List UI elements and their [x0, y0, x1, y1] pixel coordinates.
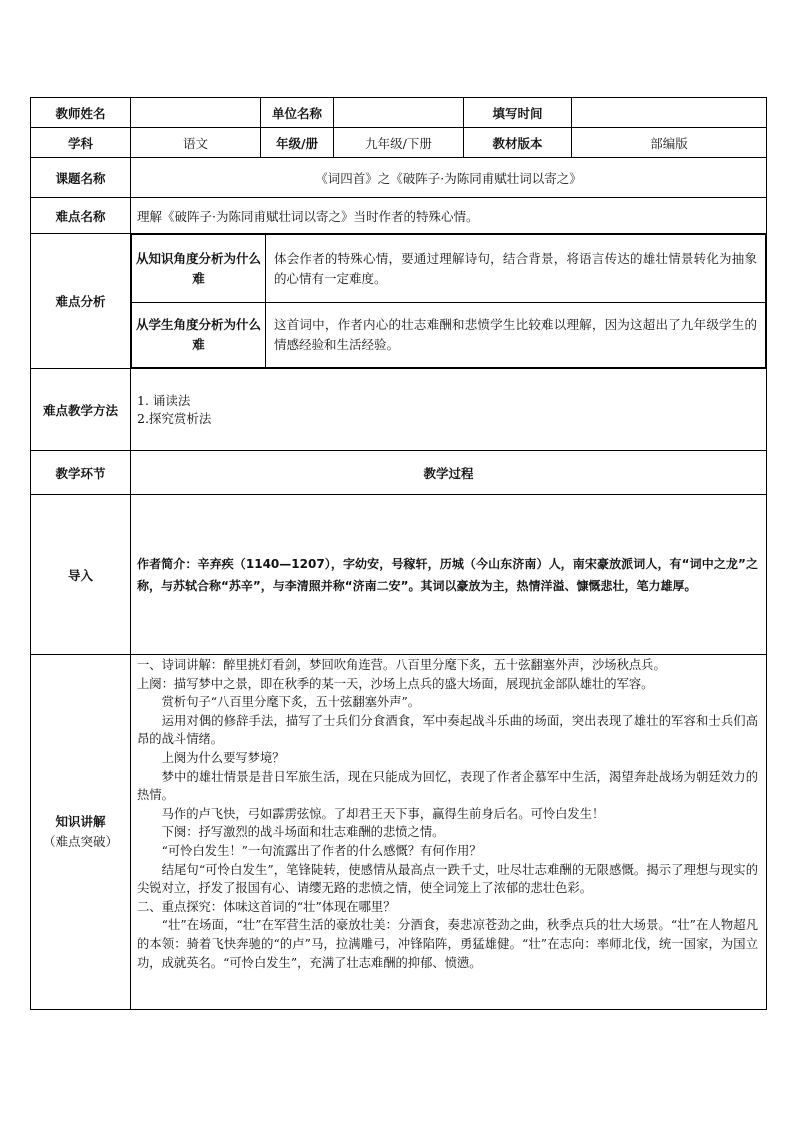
- knowledge-label-line1: 知识讲解: [55, 814, 106, 829]
- paragraph: 二、重点探究：体味这首词的“壮”体现在哪里？: [137, 899, 396, 914]
- lesson-plan-table: [30, 97, 767, 1010]
- paragraph: 上阕为什么要写梦境？: [161, 750, 285, 765]
- unit-name-label: 单位名称: [261, 98, 334, 128]
- methods-label: 难点教学方法: [31, 369, 131, 451]
- edition-label: 教材版本: [464, 128, 572, 158]
- paragraph: 下阕：抒写激烈的战斗场面和壮志难酬的悲愤之情。: [161, 825, 445, 840]
- method-item: 1. 诵读法: [137, 392, 191, 408]
- teacher-name-value: [131, 98, 261, 128]
- paragraph: 一、诗词讲解：醉里挑灯看剑，梦回吹角连营。八百里分麾下炙，五十弦翻塞外声，沙场秋点兵。: [137, 658, 666, 672]
- knowledge-content: [131, 655, 767, 1010]
- paragraph: “壮”在场面，“壮”在军营生活的豪放壮美：分酒食，奏悲凉苍劲之曲，秋季点兵的壮大场景。“壮”在人物超凡的本领：骑着飞快奔驰的“的卢”马，拉满雕弓，冲锋陷阵，勇猛雄健。“壮”在志向：率师北伐，统一国家，为国立功，成就英名。“可怜白发生”，充满了壮志难酬的抑郁、愤懑。: [137, 918, 758, 970]
- knowledge-angle-value: 体会作者的特殊心情，要通过理解诗句，结合背景，将语言传达的雄壮情景转化为抽象的心情有一定难度。: [266, 235, 766, 303]
- analysis-subtable: [131, 234, 766, 368]
- grade-label: 年级/册: [261, 128, 334, 158]
- analysis-label: 难点分析: [31, 234, 131, 369]
- edition-value: 部编版: [572, 128, 767, 158]
- method-item: 2.探究赏析法: [137, 410, 212, 426]
- knowledge-angle-label: 从知识角度分析为什么难: [132, 235, 266, 303]
- difficulty-label: 难点名称: [31, 198, 131, 234]
- difficulty-value: 理解《破阵子·为陈同甫赋壮词以寄之》当时作者的特殊心情。: [131, 198, 767, 234]
- student-angle-label: 从学生角度分析为什么难: [132, 303, 266, 368]
- fill-time-value: [572, 98, 767, 128]
- knowledge-label: [31, 655, 131, 1010]
- stage-header: 教学环节: [31, 451, 131, 495]
- grade-value: 九年级/下册: [334, 128, 464, 158]
- student-angle-value: 这首词中，作者内心的壮志难酬和悲愤学生比较难以理解，因为这超出了九年级学生的情感经验和生活经验。: [266, 303, 766, 368]
- analysis-cell: [131, 234, 767, 369]
- paragraph: 结尾句“可怜白发生”，笔锋陡转，使感情从最高点一跌千丈，吐尽壮志难酬的无限感慨。揭示了理想与现实的尖锐对立，抒发了报国有心、请缨无路的悲愤之情，使全词笼上了浓郁的悲壮色彩。: [137, 862, 758, 896]
- paragraph: 赏析句子“八百里分麾下炙，五十弦翻塞外声”。: [161, 695, 421, 710]
- fill-time-label: 填写时间: [464, 98, 572, 128]
- paragraph: “可怜白发生！”一句流露出了作者的什么感慨？有何作用？: [161, 843, 482, 858]
- unit-name-value: [334, 98, 464, 128]
- intro-text: 作者简介：辛弃疾（1140—1207），字幼安，号稼轩，历城（今山东济南）人，南宋豪放派词人，有“词中之龙”之称，与苏轼合称“苏辛”，与李清照并称“济南二安”。其词以豪放为主，热情洋溢、慷慨悲壮，笔力雄厚。: [131, 495, 767, 655]
- paragraph: 马作的卢飞快，弓如霹雳弦惊。了却君王天下事，赢得生前身后名。可怜白发生！: [161, 806, 605, 821]
- paragraph: 运用对偶的修辞手法，描写了士兵们分食酒食，军中奏起战斗乐曲的场面，突出表现了雄壮的军容和士兵们高昂的战斗情绪。: [137, 713, 758, 747]
- topic-value: 《词四首》之《破阵子·为陈同甫赋壮词以寄之》: [131, 158, 767, 198]
- topic-label: 课题名称: [31, 158, 131, 198]
- paragraph: 梦中的雄壮情景是昔日军旅生活，现在只能成为回忆，表现了作者企慕军中生活，渴望奔赴战场为朝廷效力的热情。: [137, 769, 758, 803]
- process-header: 教学过程: [131, 451, 767, 495]
- paragraph: 上阕：描写梦中之景，即在秋季的某一天，沙场上点兵的盛大场面，展现抗金部队雄壮的军容。: [137, 676, 654, 691]
- teacher-name-label: 教师姓名: [31, 98, 131, 128]
- subject-value: 语文: [131, 128, 261, 158]
- subject-label: 学科: [31, 128, 131, 158]
- knowledge-label-line2: （难点突破）: [42, 834, 118, 849]
- intro-label: 导入: [31, 495, 131, 655]
- methods-value: [131, 369, 767, 451]
